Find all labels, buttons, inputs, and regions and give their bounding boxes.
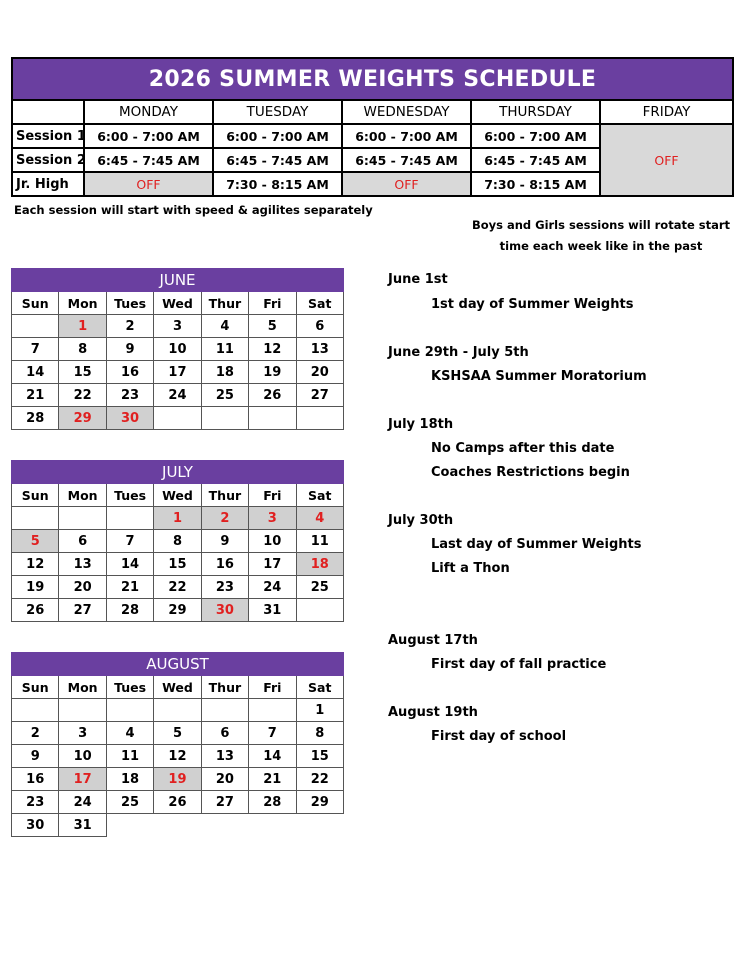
calendar-day: 1 xyxy=(59,315,106,338)
calendar-day: 8 xyxy=(296,722,343,745)
calendar-empty-cell xyxy=(249,407,296,430)
calendar-day: 25 xyxy=(201,384,248,407)
calendar-day: 3 xyxy=(154,315,201,338)
calendar-day: 4 xyxy=(106,722,153,745)
calendar-day: 7 xyxy=(249,722,296,745)
calendar-day: 23 xyxy=(12,791,59,814)
calendar-day: 21 xyxy=(106,576,153,599)
calendar-day: 25 xyxy=(296,576,343,599)
calendar-blank xyxy=(154,814,201,837)
event-description: Last day of Summer Weights xyxy=(431,537,642,552)
calendar-empty-cell xyxy=(201,407,248,430)
calendar-empty-cell xyxy=(106,699,153,722)
calendar-day: 24 xyxy=(249,576,296,599)
day-header-wednesday: WEDNESDAY xyxy=(342,100,471,124)
weekday-header: Wed xyxy=(154,292,201,315)
month-header: AUGUST xyxy=(12,653,344,676)
session-1-thursday: 6:00 - 7:00 AM xyxy=(471,124,600,148)
calendar-day: 19 xyxy=(154,768,201,791)
calendar-day: 15 xyxy=(296,745,343,768)
event-description: First day of fall practice xyxy=(431,657,607,672)
calendar-day: 10 xyxy=(59,745,106,768)
calendar-day: 24 xyxy=(59,791,106,814)
calendar-empty-cell xyxy=(249,699,296,722)
weekday-header: Sun xyxy=(12,676,59,699)
event-date: June 1st xyxy=(388,272,448,287)
calendar-day: 31 xyxy=(249,599,296,622)
weekday-header: Fri xyxy=(249,676,296,699)
calendar-day: 20 xyxy=(201,768,248,791)
calendar-day: 26 xyxy=(12,599,59,622)
calendar-day: 1 xyxy=(296,699,343,722)
calendar-empty-cell xyxy=(154,699,201,722)
weekday-header: Sat xyxy=(296,292,343,315)
calendar-day: 4 xyxy=(296,507,343,530)
calendar-empty-cell xyxy=(201,699,248,722)
session-2-tuesday: 6:45 - 7:45 AM xyxy=(213,148,342,172)
calendar-day: 8 xyxy=(59,338,106,361)
calendar-day: 5 xyxy=(12,530,59,553)
calendar-day: 6 xyxy=(59,530,106,553)
calendar-day: 11 xyxy=(106,745,153,768)
calendar-empty-cell xyxy=(59,507,106,530)
row-label-session-1: Session 1 xyxy=(12,124,84,148)
jr-high-tuesday: 7:30 - 8:15 AM xyxy=(213,172,342,196)
event-date: July 30th xyxy=(388,513,454,528)
event-description: KSHSAA Summer Moratorium xyxy=(431,369,647,384)
calendar-day: 16 xyxy=(201,553,248,576)
day-header-monday: MONDAY xyxy=(84,100,213,124)
event-date: June 29th - July 5th xyxy=(388,345,529,360)
jr-high-thursday: 7:30 - 8:15 AM xyxy=(471,172,600,196)
calendar-day: 28 xyxy=(249,791,296,814)
calendar-day: 22 xyxy=(296,768,343,791)
calendar-day: 19 xyxy=(12,576,59,599)
calendar-day: 18 xyxy=(201,361,248,384)
calendar-day: 24 xyxy=(154,384,201,407)
event-description: No Camps after this date xyxy=(431,441,615,456)
weekday-header: Sat xyxy=(296,676,343,699)
calendar-day: 18 xyxy=(106,768,153,791)
session-note: Each session will start with speed & agilites separately xyxy=(14,203,373,217)
calendar-day: 17 xyxy=(154,361,201,384)
weekday-header: Mon xyxy=(59,676,106,699)
calendar-day: 13 xyxy=(296,338,343,361)
calendar-day: 1 xyxy=(154,507,201,530)
weekday-header: Mon xyxy=(59,484,106,507)
calendar-day: 12 xyxy=(12,553,59,576)
calendar-day: 16 xyxy=(106,361,153,384)
calendar-day: 22 xyxy=(154,576,201,599)
calendar-day: 9 xyxy=(12,745,59,768)
event-description: Coaches Restrictions begin xyxy=(431,465,630,480)
calendar-day: 9 xyxy=(201,530,248,553)
calendar-day: 21 xyxy=(249,768,296,791)
calendar-day: 19 xyxy=(249,361,296,384)
calendar-july xyxy=(11,460,344,622)
calendar-blank xyxy=(106,814,153,837)
calendar-empty-cell xyxy=(12,507,59,530)
weekday-header: Fri xyxy=(249,484,296,507)
weights-schedule-table xyxy=(11,57,734,197)
session-1-wednesday: 6:00 - 7:00 AM xyxy=(342,124,471,148)
event-date: August 17th xyxy=(388,633,478,648)
calendar-day: 27 xyxy=(296,384,343,407)
calendar-empty-cell xyxy=(12,699,59,722)
event-description: Lift a Thon xyxy=(431,561,510,576)
weekday-header: Sat xyxy=(296,484,343,507)
calendar-day: 10 xyxy=(249,530,296,553)
weekday-header: Sun xyxy=(12,484,59,507)
calendar-blank xyxy=(296,814,343,837)
calendar-august xyxy=(11,652,344,837)
row-label-jr-high: Jr. High xyxy=(12,172,84,196)
calendar-day: 20 xyxy=(296,361,343,384)
calendar-day: 6 xyxy=(296,315,343,338)
calendar-day: 12 xyxy=(249,338,296,361)
calendar-day: 14 xyxy=(106,553,153,576)
calendar-day: 23 xyxy=(106,384,153,407)
calendar-day: 23 xyxy=(201,576,248,599)
weekday-header: Sun xyxy=(12,292,59,315)
calendar-day: 27 xyxy=(201,791,248,814)
calendar-blank xyxy=(201,814,248,837)
weekday-header: Thur xyxy=(201,484,248,507)
calendar-day: 29 xyxy=(59,407,106,430)
calendar-day: 17 xyxy=(249,553,296,576)
calendar-day: 30 xyxy=(201,599,248,622)
calendar-day: 11 xyxy=(201,338,248,361)
schedule-title: 2026 SUMMER WEIGHTS SCHEDULE xyxy=(12,58,733,100)
month-header: JULY xyxy=(12,461,344,484)
calendar-day: 8 xyxy=(154,530,201,553)
calendar-day: 7 xyxy=(106,530,153,553)
calendar-day: 18 xyxy=(296,553,343,576)
calendar-day: 30 xyxy=(12,814,59,837)
weekday-header: Tues xyxy=(106,484,153,507)
calendar-day: 28 xyxy=(12,407,59,430)
calendar-empty-cell xyxy=(12,315,59,338)
weekday-header: Tues xyxy=(106,676,153,699)
weekday-header: Thur xyxy=(201,676,248,699)
weekday-header: Fri xyxy=(249,292,296,315)
row-label-session-2: Session 2 xyxy=(12,148,84,172)
calendar-day: 25 xyxy=(106,791,153,814)
session-1-monday: 6:00 - 7:00 AM xyxy=(84,124,213,148)
session-2-thursday: 6:45 - 7:45 AM xyxy=(471,148,600,172)
calendar-day: 2 xyxy=(201,507,248,530)
day-header-friday: FRIDAY xyxy=(600,100,733,124)
event-date: August 19th xyxy=(388,705,478,720)
calendar-day: 3 xyxy=(249,507,296,530)
calendar-blank xyxy=(249,814,296,837)
weekday-header: Wed xyxy=(154,676,201,699)
day-header-thursday: THURSDAY xyxy=(471,100,600,124)
calendar-day: 7 xyxy=(12,338,59,361)
calendar-day: 15 xyxy=(154,553,201,576)
calendar-empty-cell xyxy=(296,407,343,430)
calendar-day: 13 xyxy=(201,745,248,768)
weekday-header: Thur xyxy=(201,292,248,315)
calendar-day: 20 xyxy=(59,576,106,599)
calendar-day: 29 xyxy=(296,791,343,814)
calendar-day: 4 xyxy=(201,315,248,338)
session-1-tuesday: 6:00 - 7:00 AM xyxy=(213,124,342,148)
calendar-empty-cell xyxy=(59,699,106,722)
calendar-day: 2 xyxy=(106,315,153,338)
calendar-empty-cell xyxy=(154,407,201,430)
corner-cell xyxy=(12,100,84,124)
day-header-tuesday: TUESDAY xyxy=(213,100,342,124)
calendar-day: 26 xyxy=(154,791,201,814)
session-2-monday: 6:45 - 7:45 AM xyxy=(84,148,213,172)
rotation-note-line-1: Boys and Girls sessions will rotate start xyxy=(471,218,731,232)
calendar-day: 5 xyxy=(154,722,201,745)
event-date: July 18th xyxy=(388,417,454,432)
session-2-wednesday: 6:45 - 7:45 AM xyxy=(342,148,471,172)
calendar-day: 27 xyxy=(59,599,106,622)
calendar-day: 10 xyxy=(154,338,201,361)
calendar-day: 26 xyxy=(249,384,296,407)
weekday-header: Tues xyxy=(106,292,153,315)
calendar-day: 29 xyxy=(154,599,201,622)
friday-off-cell: OFF xyxy=(600,124,733,196)
calendar-day: 3 xyxy=(59,722,106,745)
rotation-note xyxy=(470,215,732,257)
jr-high-wednesday: OFF xyxy=(342,172,471,196)
event-description: First day of school xyxy=(431,729,567,744)
calendar-day: 22 xyxy=(59,384,106,407)
calendar-day: 17 xyxy=(59,768,106,791)
calendar-day: 12 xyxy=(154,745,201,768)
calendar-day: 5 xyxy=(249,315,296,338)
calendar-day: 21 xyxy=(12,384,59,407)
calendar-day: 9 xyxy=(106,338,153,361)
calendar-day: 6 xyxy=(201,722,248,745)
rotation-note-line-2: time each week like in the past xyxy=(499,239,703,253)
month-header: JUNE xyxy=(12,269,344,292)
calendar-day: 14 xyxy=(249,745,296,768)
calendar-day: 13 xyxy=(59,553,106,576)
calendar-day: 28 xyxy=(106,599,153,622)
calendar-june xyxy=(11,268,344,430)
calendar-empty-cell xyxy=(106,507,153,530)
calendar-day: 14 xyxy=(12,361,59,384)
calendar-day: 31 xyxy=(59,814,106,837)
calendar-day: 2 xyxy=(12,722,59,745)
calendar-day: 15 xyxy=(59,361,106,384)
jr-high-monday: OFF xyxy=(84,172,213,196)
calendar-day: 30 xyxy=(106,407,153,430)
weekday-header: Wed xyxy=(154,484,201,507)
weekday-header: Mon xyxy=(59,292,106,315)
calendar-day: 16 xyxy=(12,768,59,791)
calendar-empty-cell xyxy=(296,599,343,622)
event-description: 1st day of Summer Weights xyxy=(431,297,634,312)
calendar-day: 11 xyxy=(296,530,343,553)
